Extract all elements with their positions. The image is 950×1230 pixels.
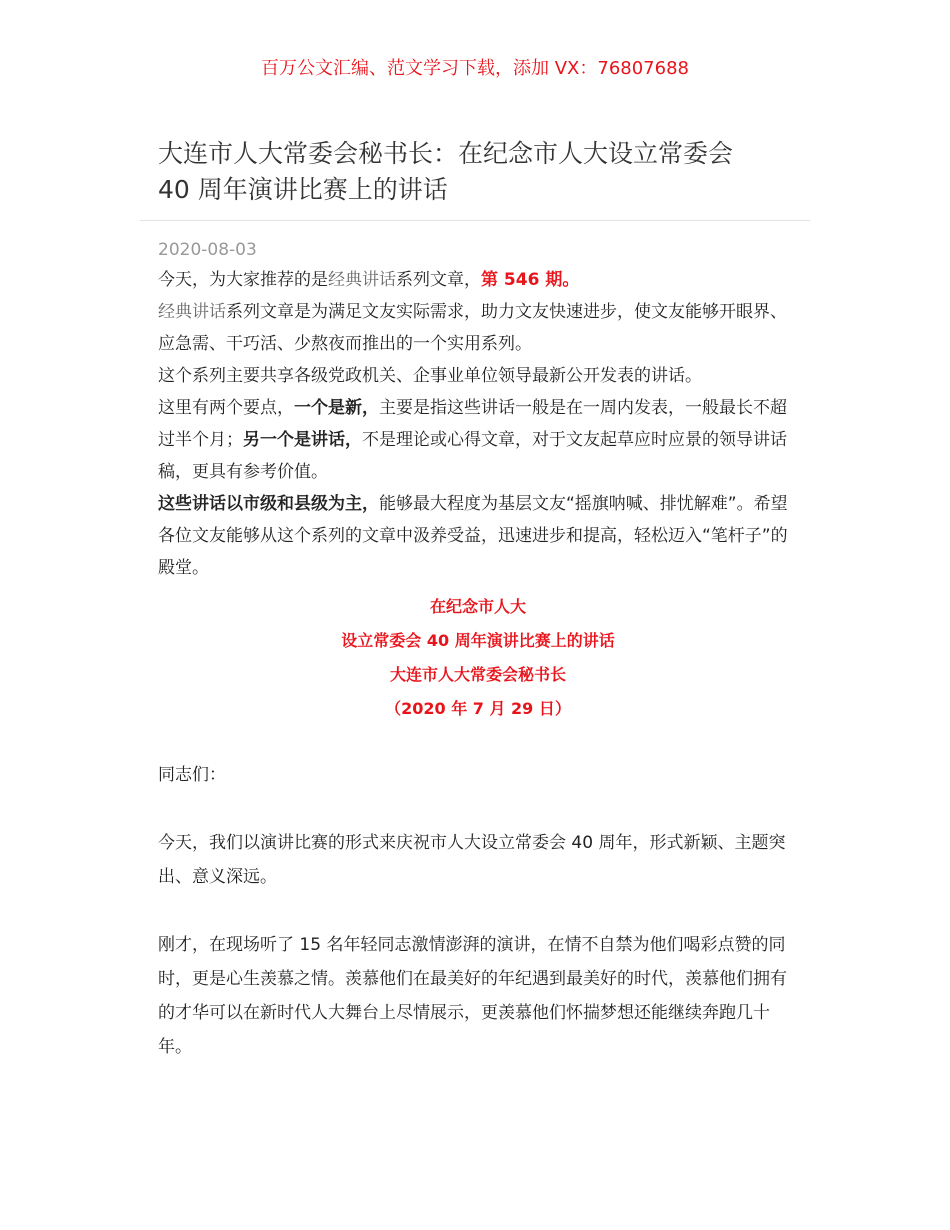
publish-date: 2020-08-03 (158, 240, 257, 260)
intro-text: 系列文章， (396, 270, 481, 290)
intro-paragraph-3: 这个系列主要共享各级党政机关、企事业单位领导最新公开发表的讲话。 (158, 366, 702, 386)
focus-statement: 这些讲话以市级和县级为主， (158, 494, 379, 514)
intro-text: 今天，为大家推荐的是 (158, 270, 328, 290)
intro-paragraph-4 (158, 392, 798, 488)
speech-title-line-2: 设立常委会 40 周年演讲比赛上的讲话 (341, 631, 615, 650)
speech-title-line-1: 在纪念市人大 (429, 597, 526, 616)
body-paragraph-1: 今天，我们以演讲比赛的形式来庆祝市人大设立常委会 40 周年，形式新颖、主题突出、意义深远。 (158, 833, 786, 887)
intro-text: 这里有两个要点， (158, 398, 294, 418)
promo-banner: 百万公文汇编、范文学习下载，添加 VX：76807688 (261, 58, 689, 79)
series-name: 经典讲话 (328, 270, 396, 290)
title-divider (140, 220, 810, 221)
greeting: 同志们： (158, 765, 226, 785)
intro-text: 不是理论或心得文章，对于文友起草应时应景的领导讲话稿，更具有参考价值。 (158, 430, 787, 482)
intro-text: 系列文章是为满足文友实际需求，助力文友快速进步，使文友能够开眼界、应急需、干巧活、少熬夜而推出的一个实用系列。 (158, 302, 787, 354)
key-point-1: 一个是新， (294, 398, 379, 418)
series-name: 经典讲话 (158, 302, 226, 322)
intro-paragraph-5 (158, 488, 798, 584)
title-line-1: 大连市人大常委会秘书长：在纪念市人大设立常委会 (158, 139, 734, 168)
intro-text: 主要是指这些讲话一般是在一周内发表，一般最长不超过半个月； (158, 398, 787, 450)
article-content (158, 264, 798, 1064)
article-title (158, 136, 798, 208)
speech-date: （2020 年 7 月 29 日） (385, 699, 571, 718)
body-paragraph-2: 刚才，在现场听了 15 名年轻同志激情澎湃的演讲，在情不自禁为他们喝彩点赞的同时，更是心生羡慕之情。羡慕他们在最美好的年纪遇到最美好的时代，羡慕他们拥有的才华可以在新时代人大舞台上尽情展示，更羡慕他们怀揣梦想还能继续奔跑几十年。 (158, 935, 787, 1057)
intro-text: 能够最大程度为基层文友“摇旗呐喊、排忧解难”。希望各位文友能够从这个系列的文章中汲养受益，迅速进步和提高，轻松迈入“笔杆子”的殿堂。 (158, 494, 788, 578)
intro-paragraph-1 (158, 264, 798, 296)
key-point-2: 另一个是讲话， (243, 430, 362, 450)
issue-number: 第 546 期。 (481, 270, 580, 290)
speech-header (158, 590, 798, 726)
speaker-title: 大连市人大常委会秘书长 (389, 665, 566, 684)
intro-paragraph-2 (158, 296, 798, 360)
title-line-2: 40 周年演讲比赛上的讲话 (158, 175, 448, 204)
